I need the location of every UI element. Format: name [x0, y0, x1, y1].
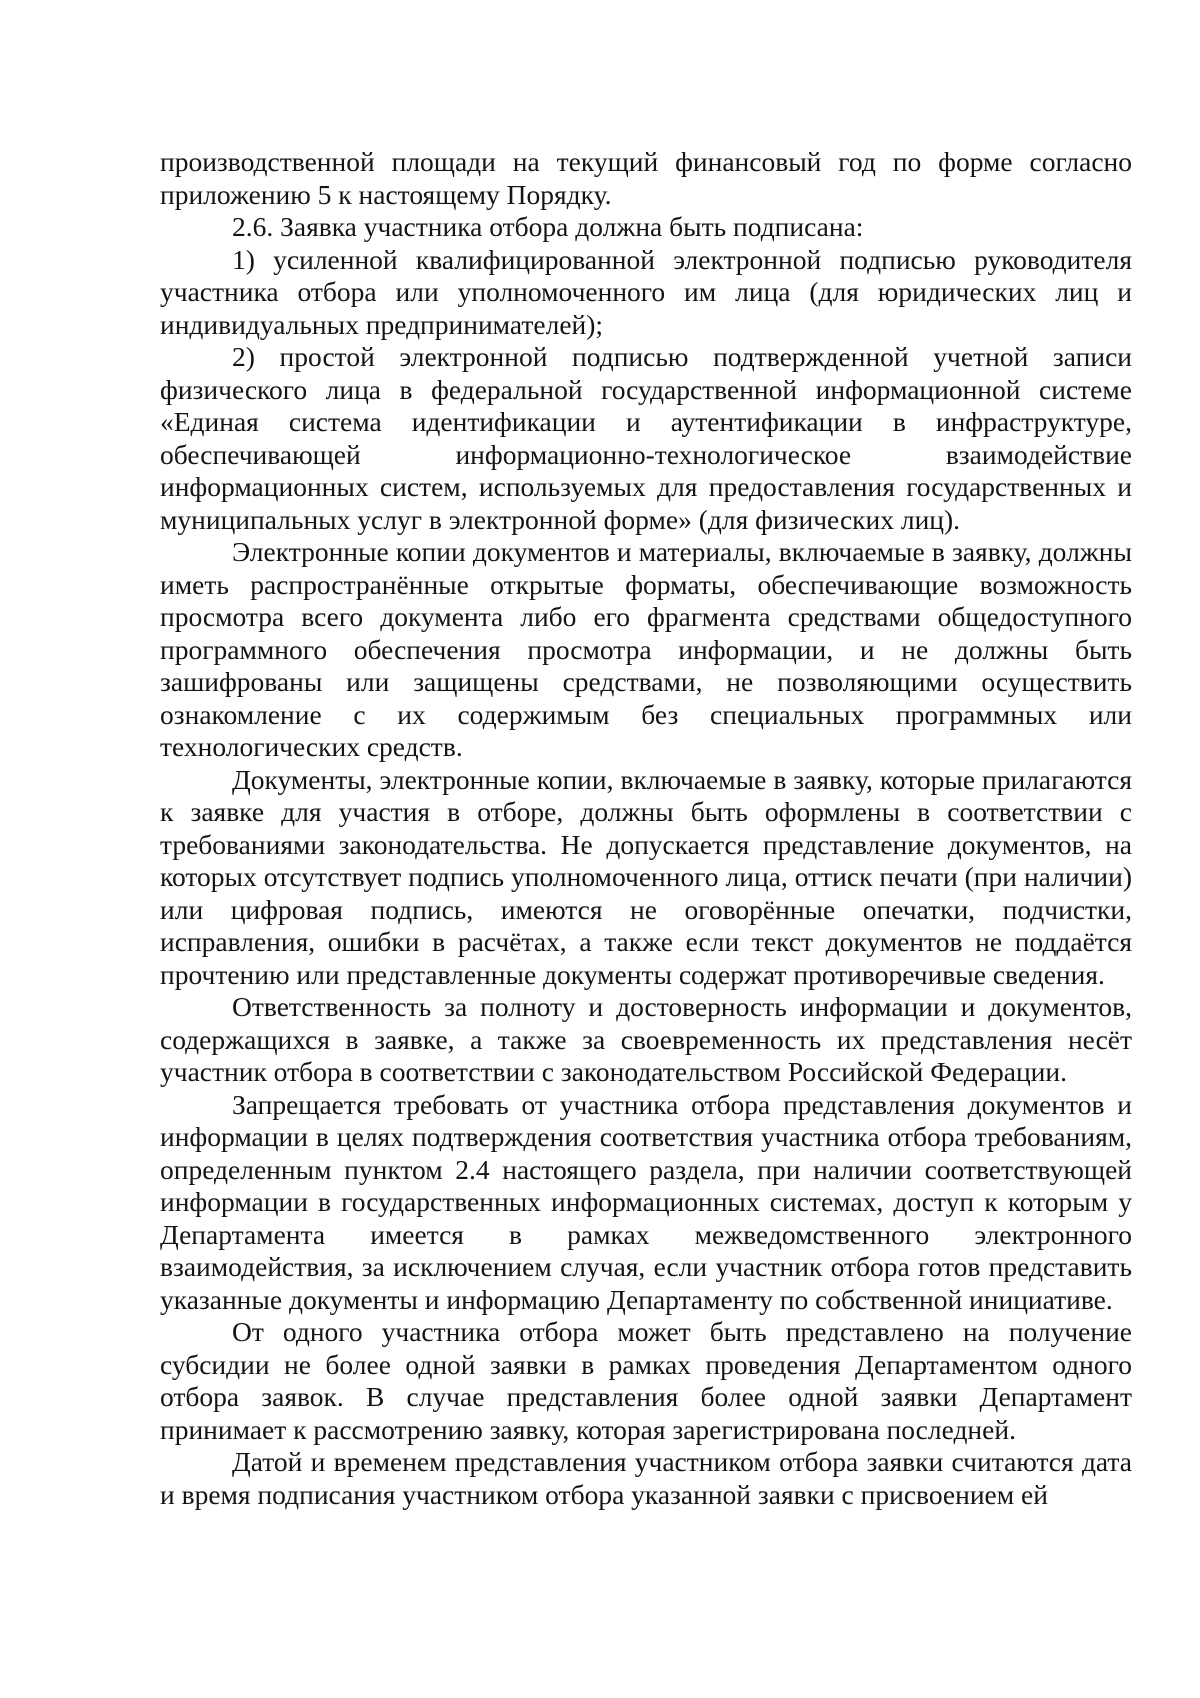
paragraph-section-2-6-heading: 2.6. Заявка участника отбора должна быть подписана: [232, 211, 864, 242]
paragraph-documents-requirements: Документы, электронные копии, включаемые в заявку, которые прилагаются к заявке для участия в отборе, должны быть оформлены в соответствии с требованиями законодательства. Не допускается представление документов, на которых отсутствует подпись уполномоченного лица, оттиск печати (при наличии) или цифровая подпись, имеются не оговорённые опечатки, подчистки, исправления, ошибки в расчётах, а также если текст документов не поддаётся прочтению или представленные документы содержат противоречивые сведения. [160, 763, 1132, 990]
paragraph-simple-signature: 2) простой электронной подписью подтвержденной учетной записи физического лица в федеральной государственной информационной системе «Единая система идентификации и аутентификации в инфраструктуре, обеспечивающей информационно-технологическое взаимодействие информационных систем, используемых для предоставления государственных и муниципальных услуг в электронной форме» (для физических лиц). [160, 341, 1132, 535]
paragraph-electronic-copies-formats: Электронные копии документов и материалы, включаемые в заявку, должны иметь распространённые открытые форматы, обеспечивающие возможность просмотра всего документа либо его фрагмента средствами общедоступного программного обеспечения просмотра информации, и не должны быть зашифрованы или защищены средствами, не позволяющими осуществить ознакомление с их содержимым без специальных программных или технологических средств. [160, 536, 1132, 762]
paragraph-responsibility: Ответственность за полноту и достоверность информации и документов, содержащихся в заявке, а также за своевременность их представления несёт участник отбора в соответствии с законодательством Российской Федерации. [160, 991, 1132, 1087]
paragraph-production-area-continuation: производственной площади на текущий финансовый год по форме согласно приложению 5 к настоящему Порядку. [160, 146, 1132, 210]
paragraph-prohibition: Запрещается требовать от участника отбора представления документов и информации в целях подтверждения соответствия участника отбора требованиям, определенным пунктом 2.4 настоящего раздела, при наличии соответствующей информации в государственных информационных системах, доступ к которым у Департамента имеется в рамках межведомственного электронного взаимодействия, за исключением случая, если участник отбора готов представить указанные документы и информацию Департаменту по собственной инициативе. [160, 1088, 1132, 1315]
paragraph-single-application: От одного участника отбора может быть представлено на получение субсидии не более одной заявки в рамках проведения Департаментом одного отбора заявок. В случае представления более одной заявки Департамент принимает к рассмотрению заявку, которая зарегистрирована последней. [160, 1316, 1132, 1445]
paragraph-submission-date-time: Датой и временем представления участником отбора заявки считаются дата и время подписания участником отбора указанной заявки с присвоением ей [160, 1446, 1132, 1510]
document-page [160, 146, 1132, 1511]
paragraph-qualified-signature: 1) усиленной квалифицированной электронной подписью руководителя участника отбора или уполномоченного им лица (для юридических лиц и индивидуальных предпринимателей); [160, 243, 1132, 340]
